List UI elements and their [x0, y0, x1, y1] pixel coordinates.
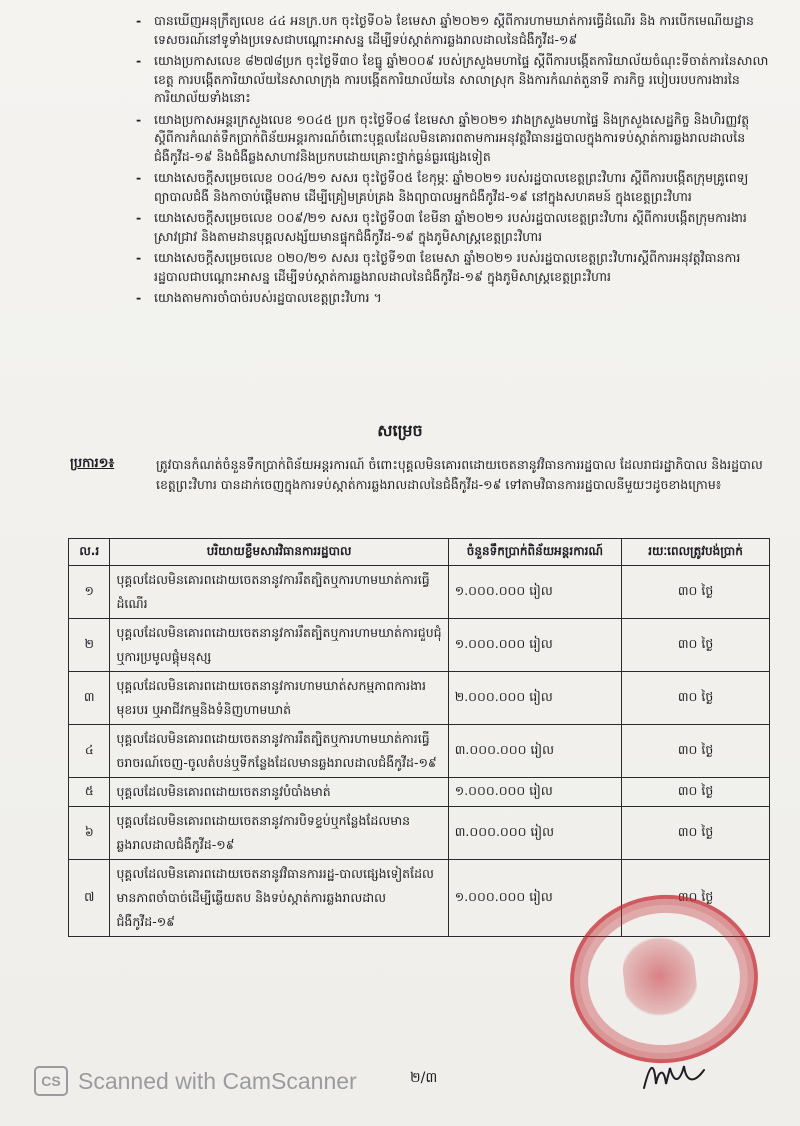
row-period: ៣០ ថ្ងៃ	[622, 619, 770, 672]
row-description: បុគ្គលដែលមិនគោរពដោយចេតនានូវបំបាំងមាត់	[110, 778, 448, 807]
row-period: ៣០ ថ្ងៃ	[622, 778, 770, 807]
signature-mark	[640, 1054, 710, 1094]
table-row	[69, 807, 770, 860]
row-description: បុគ្គលដែលមិនគោរពដោយចេតនានូវការបិទខ្ទប់ឬកន្លែងដែលមានឆ្លងរាលដាលជំងឺកូវីដ-១៩	[110, 807, 448, 860]
reference-item: - យោងសេចក្ដីសម្រេចលេខ ០០៩/២១ សសរ ចុះថ្ងៃទី០៣ ខែមីនា ឆ្នាំ២០២១ របស់រដ្ឋបាលខេត្តព្រះវិហារ ស្ដីពីការបង្កើតក្រុមការងារស្រាវជ្រាវ និងតាមដានបុគ្គលសង្ស័យមានផ្ទុកជំងឺកូវីដ-១៩ ក្នុងភូមិសាស្ត្រខេត្តព្រះវិហារ	[130, 209, 770, 246]
row-description: បុគ្គលដែលមិនគោរពដោយចេតនានូវវិធានការរដ្ឋ-បាលផ្សេងទៀតដែលមានភាពចាំបាច់ដើម្បីឆ្លើយតប និងទប់ស្កាត់ការឆ្លងរាលដាលជំងឺកូវីដ-១៩	[110, 860, 448, 937]
table-row	[69, 725, 770, 778]
fines-table	[68, 538, 770, 937]
row-amount: ១.០០០.០០០ រៀល	[448, 619, 621, 672]
row-amount: ២.០០០.០០០ រៀល	[448, 672, 621, 725]
table-row	[69, 619, 770, 672]
row-number: ៦	[69, 807, 110, 860]
watermark-text: Scanned with CamScanner	[78, 1067, 357, 1094]
header-measure: បរិយាយខ្លឹមសារវិធានការរដ្ឋបាល	[110, 539, 448, 566]
row-number: ២	[69, 619, 110, 672]
reference-item: - យោងតាមការចាំបាច់របស់រដ្ឋបាលខេត្តព្រះវិហារ ។	[130, 289, 770, 308]
reference-item: - យោងប្រកាសលេខ ៨២៧៨ប្រក ចុះថ្ងៃទី៣០ ខែធ្នូ ឆ្នាំ២០០៩ របស់ក្រសួងមហាផ្ទៃ ស្ដីពីការបង្កើតការិយាល័យចំណុះទីចាត់ការនៃសាលាខេត្ត ការបង្កើតការិយាល័យនៃសាលាក្រុង ការបង្កើតការិយាល័យនៃ សាលាស្រុក និងការកំណត់តួនាទី ភារកិច្ច របៀបរបបការងារនៃការិយាល័យទាំងនោះ	[130, 52, 770, 108]
table-header-row	[69, 539, 770, 566]
reference-item: - យោងប្រកាសអន្តរក្រសួងលេខ ១០៤៥ ប្រក ចុះថ្ងៃទី០៨ ខែមេសា ឆ្នាំ២០២១ រវាងក្រសួងមហាផ្ទៃ និងក្រសួងសេដ្ឋកិច្ច និងហិរញ្ញវត្ថុ ស្ដីពីការកំណត់ទឹកប្រាក់ពិន័យអន្តរការណ៍ចំពោះបុគ្គលដែលមិនគោរពតាមការអនុវត្តវិធានរដ្ឋបាលក្នុងការទប់ស្កាត់ការឆ្លងរាលដាលនៃជំងឺកូវីដ-១៩ និងជំងឺឆ្លងសាហាវនិងប្រកបដោយគ្រោះថ្នាក់ធ្ងន់ធ្ងរផ្សេងទៀត	[130, 111, 770, 167]
page-number: ២/៣	[410, 1070, 438, 1086]
row-amount: ៣.០០០.០០០ រៀល	[448, 725, 621, 778]
row-period: ៣០ ថ្ងៃ	[622, 672, 770, 725]
row-number: ៥	[69, 778, 110, 807]
table-row	[69, 672, 770, 725]
article-1	[70, 455, 770, 495]
table-row	[69, 778, 770, 807]
header-period: រយៈពេលត្រូវបង់ប្រាក់	[622, 539, 770, 566]
row-amount: ១.០០០.០០០ រៀល	[448, 778, 621, 807]
reference-item: - បានឃើញអនុក្រឹត្យលេខ ៤៤ អនក្រ.បក ចុះថ្ងៃទី០៦ ខែមេសា ឆ្នាំ២០២១ ស្ដីពីការហាមឃាត់ការធ្វើដំណើរ និង ការបើកមេណីយដ្ឋានទេសចរណ៍នៅទូទាំងប្រទេសជាបណ្ដោះអាសន្ន ដើម្បីទប់ស្កាត់ការឆ្លងរាលដាលនៃជំងឺកូវីដ-១៩	[130, 12, 770, 49]
article-text: ត្រូវបានកំណត់ចំនួនទឹកប្រាក់ពិន័យអន្តរការណ៍ ចំពោះបុគ្គលមិនគោរពដោយចេតនានូវវិធានការរដ្ឋបាល ដែលរាជរដ្ឋាភិបាល និងរដ្ឋបាលខេត្តព្រះវិហារ បានដាក់ចេញក្នុងការទប់ស្កាត់ការឆ្លងរាលដាលនៃជំងឺកូវីដ-១៩ ទៅតាមវិធានការរដ្ឋបាលនីមួយៗដូចខាងក្រោម៖	[156, 457, 763, 492]
row-description: បុគ្គលដែលមិនគោរពដោយចេតនានូវការរឹតត្បិតឬការហាមឃាត់ការធ្វើចរាចរណ៍ចេញ-ចូលតំបន់ឬទីកន្លែងដែលមានឆ្លងរាលដាលជំងឺកូវីដ-១៩	[110, 725, 448, 778]
camscanner-logo-icon: CS	[34, 1066, 68, 1096]
row-amount: ១.០០០.០០០ រៀល	[448, 566, 621, 619]
row-period: ៣០ ថ្ងៃ	[622, 807, 770, 860]
row-amount: ៣.០០០.០០០ រៀល	[448, 807, 621, 860]
row-description: បុគ្គលដែលមិនគោរពដោយចេតនានូវការរឹតត្បិតឬការហាមឃាត់ការធ្វើដំណើរ	[110, 566, 448, 619]
article-label: ប្រការ១៖	[70, 456, 115, 471]
row-number: ៧	[69, 860, 110, 937]
row-amount: ១.០០០.០០០ រៀល	[448, 860, 621, 937]
row-number: ១	[69, 566, 110, 619]
row-number: ៣	[69, 672, 110, 725]
decision-heading: សម្រេច	[377, 421, 423, 440]
row-period: ៣០ ថ្ងៃ	[622, 860, 770, 937]
row-period: ៣០ ថ្ងៃ	[622, 725, 770, 778]
reference-item: - យោងសេចក្ដីសម្រេចលេខ ០០៤/២១ សសរ ចុះថ្ងៃទី០៥ ខែកុម្ភៈ ឆ្នាំ២០២១ របស់រដ្ឋបាលខេត្តព្រះវិហារ ស្ដីពីការបង្កើតក្រុមគ្រូពេទ្យព្យាបាលជំងឺ និងកាចាប់ផ្ដើមតាម ដើម្បីគ្រៀមគ្រប់គ្រង និងព្យាបាលអ្នកជំងឺកូវីដ-១៩ នៅក្នុងសហគមន៍ ក្នុងខេត្តព្រះវិហារ	[130, 169, 770, 206]
row-period: ៣០ ថ្ងៃ	[622, 566, 770, 619]
row-description: បុគ្គលដែលមិនគោរពដោយចេតនានូវការរឹតត្បិតឬការហាមឃាត់ការជួបជុំ ឬការប្រមូលផ្ដុំមនុស្ស	[110, 619, 448, 672]
row-number: ៤	[69, 725, 110, 778]
table-row	[69, 566, 770, 619]
legal-references	[130, 12, 770, 311]
header-amount: ចំនួនទឹកប្រាក់ពិន័យអន្តរការណ៍	[448, 539, 621, 566]
header-number: ល.រ	[69, 539, 110, 566]
camscanner-watermark	[34, 1066, 357, 1096]
row-description: បុគ្គលដែលមិនគោរពដោយចេតនានូវការហាមឃាត់សកម្មភាពការងារ មុខរបរ ឬអាជីវកម្មនិងទំនិញហាមឃាត់	[110, 672, 448, 725]
reference-item: - យោងសេចក្ដីសម្រេចលេខ ០២០/២១ សសរ ចុះថ្ងៃទី១៣ ខែមេសា ឆ្នាំ២០២១ របស់រដ្ឋបាលខេត្តព្រះវិហារស្ដីពីការអនុវត្តវិធានការរដ្ឋបាលជាបណ្ដោះអាសន្ន ដើម្បីទប់ស្កាត់ការឆ្លងរាលដាលនៃជំងឺកូវីដ-១៩ ក្នុងភូមិសាស្ត្រខេត្តព្រះវិហារ	[130, 249, 770, 286]
